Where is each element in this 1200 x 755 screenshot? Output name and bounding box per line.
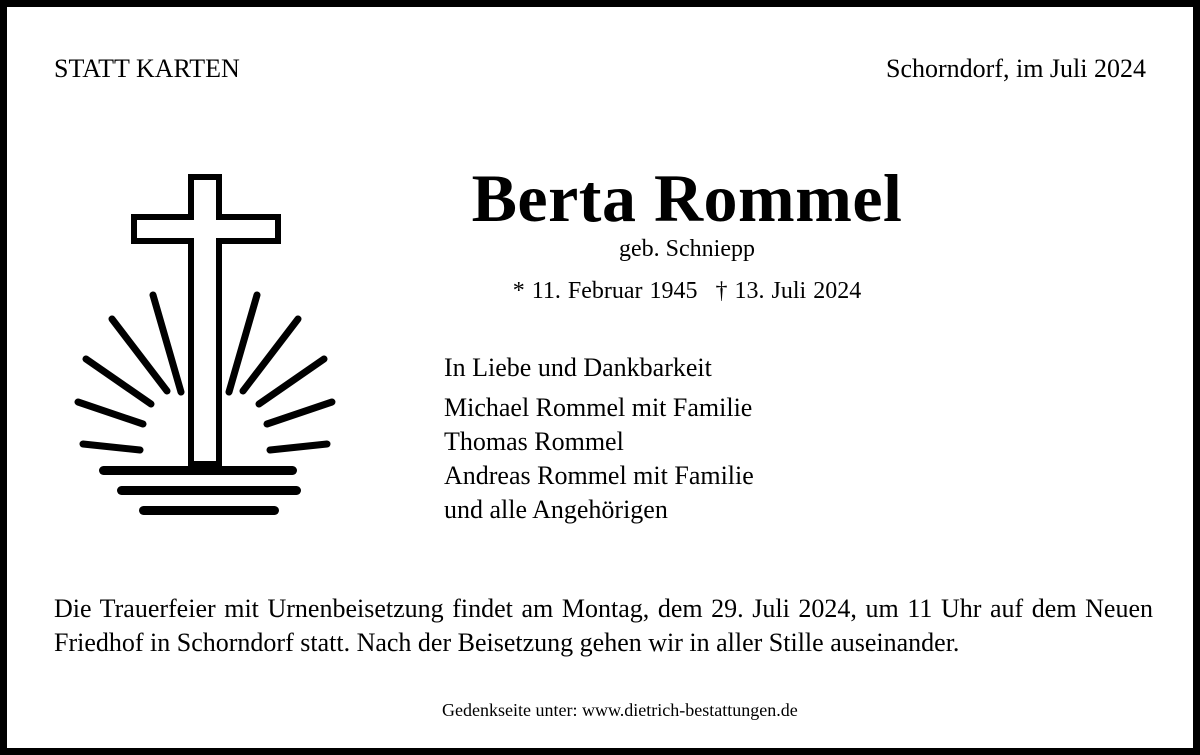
mourners-intro: In Liebe und Dankbarkeit	[444, 353, 712, 382]
birth-name: geb. Schniepp	[619, 236, 755, 262]
death-date: † 13. Juli 2024	[715, 278, 862, 304]
sun-ray	[83, 444, 140, 450]
memorial-page-link[interactable]: Gedenkseite unter: www.dietrich-bestattungen.de	[442, 700, 798, 720]
sun-ray	[259, 359, 324, 404]
water-wave	[99, 466, 297, 475]
sun-ray	[270, 444, 327, 450]
mourners-block	[444, 351, 754, 527]
water-wave	[139, 506, 279, 515]
deceased-name: Berta Rommel	[471, 160, 903, 236]
statt-karten-label: STATT KARTEN	[54, 54, 240, 83]
birth-date: * 11. Februar 1945	[512, 278, 698, 304]
cross-shape	[134, 177, 278, 464]
mourner-name: Michael Rommel mit Familie	[444, 393, 753, 422]
water-wave	[117, 486, 301, 495]
funeral-notice: Die Trauerfeier mit Urnenbeisetzung findet am Montag, dem 29. Juli 2024, um 11 Uhr auf dem Neuen Friedhof in Schorndorf statt. Nach der Beisetzung gehen wir in aller Stille auseinander.	[54, 594, 1153, 657]
sun-ray	[267, 402, 332, 424]
mourner-name: und alle Angehörigen	[444, 495, 668, 524]
cross-with-rising-sun-icon	[69, 169, 349, 529]
place-date: Schorndorf, im Juli 2024	[886, 54, 1146, 83]
mourner-name: Andreas Rommel mit Familie	[444, 461, 754, 490]
life-dates	[442, 277, 932, 305]
sun-ray	[86, 359, 151, 404]
mourner-name: Thomas Rommel	[444, 427, 624, 456]
sun-ray	[78, 402, 143, 424]
